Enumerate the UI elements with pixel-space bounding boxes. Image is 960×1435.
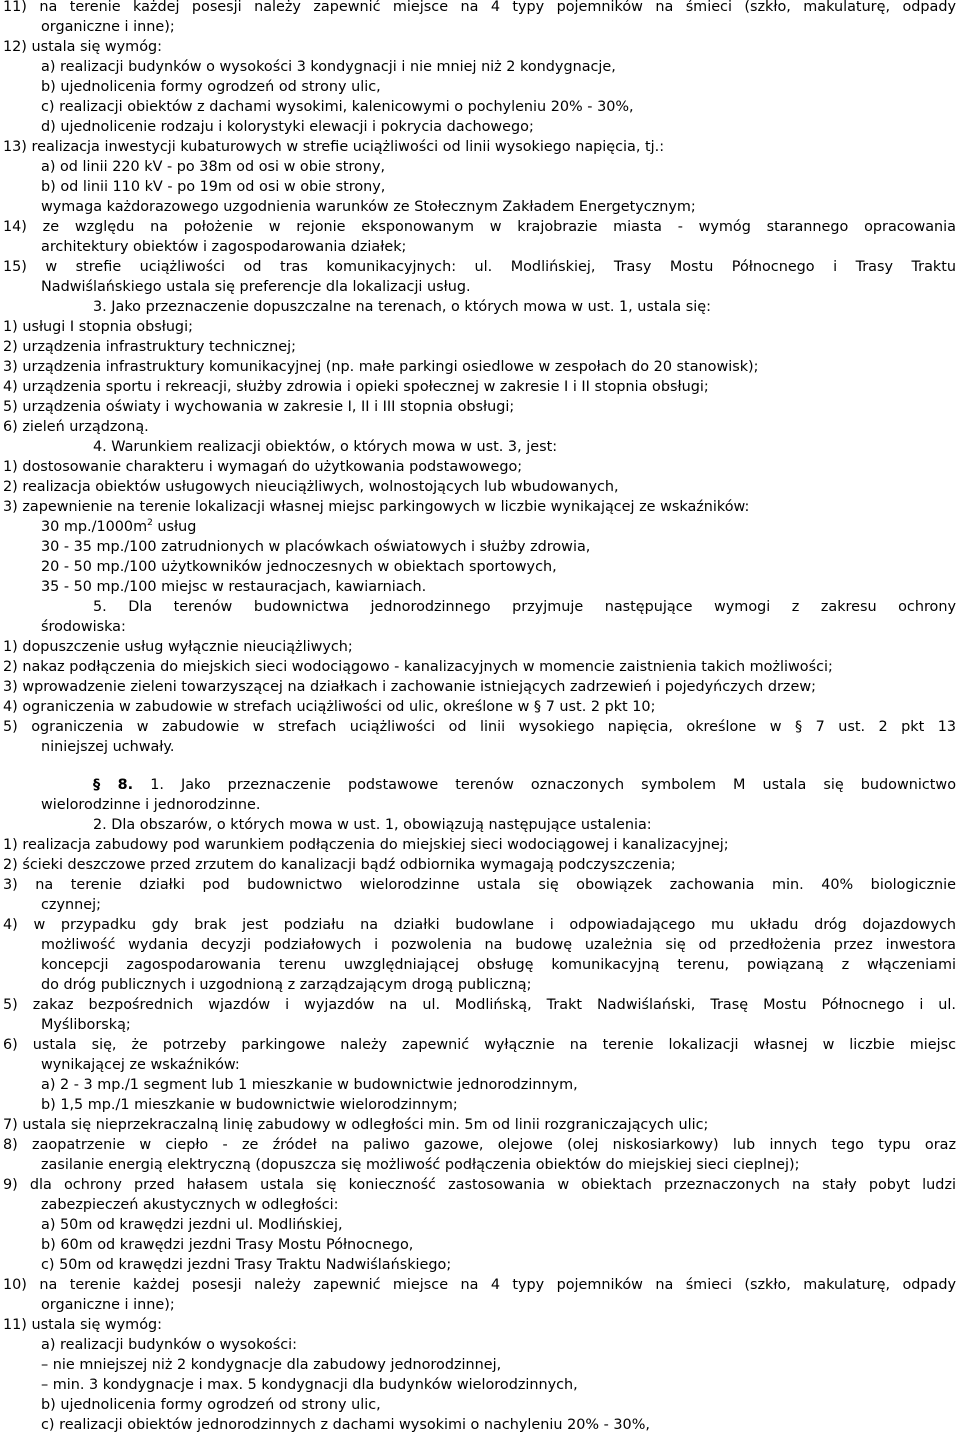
text-line [41, 1415, 956, 1435]
line-text: czynnej; [41, 897, 101, 913]
line-text: 1) dostosowanie charakteru i wymagań do użytkowania podstawowego; [3, 459, 523, 475]
text-line [41, 1355, 956, 1375]
text-line [3, 697, 956, 717]
text-line [41, 537, 956, 557]
text-line [3, 657, 956, 677]
paragraph-marker: § 8. [93, 777, 134, 793]
text-line [41, 1395, 956, 1415]
line-text-continued: usług [152, 519, 197, 535]
text-line [41, 1335, 956, 1355]
text-line [3, 875, 956, 895]
line-text: b) 60m od krawędzi jezdni Trasy Mostu Północnego, [41, 1237, 414, 1253]
text-line [3, 1175, 956, 1195]
line-text: organiczne i inne); [41, 19, 175, 35]
line-text: Myśliborską; [41, 1017, 131, 1033]
text-line [3, 37, 956, 57]
text-line [3, 417, 956, 437]
text-line [3, 1135, 956, 1155]
line-text: 3) wprowadzenie zieleni towarzyszącej na działkach i zachowanie istniejących zadrzewień i pojedyńczych drzew; [3, 679, 816, 695]
text-line [3, 217, 956, 237]
text-line [93, 775, 956, 795]
text-line [3, 377, 956, 397]
text-line [41, 57, 956, 77]
line-text: 4) w przypadku gdy brak jest podziału na działki budowlane i odpowiadającego mu układu dróg dojazdowych [3, 917, 956, 933]
line-text: 2) ścieki deszczowe przed zrzutem do kanalizacji bądź odbiornika wymagają podczyszczenia; [3, 857, 676, 873]
text-line [93, 815, 956, 835]
line-text: 15) w strefie uciążliwości od tras komunikacyjnych: ul. Modlińskiej, Trasy Mostu Północnego i Trasy Traktu [3, 259, 956, 275]
line-text: 8) zaopatrzenie w ciepło - ze źródeł na paliwo gazowe, olejowe (olej niskosiarkowy) lub innych tego typu oraz [3, 1137, 956, 1153]
line-text: a) 50m od krawędzi jezdni ul. Modlińskiej, [41, 1217, 343, 1233]
text-line [41, 1075, 956, 1095]
line-text: a) realizacji budynków o wysokości: [41, 1337, 297, 1353]
line-text: wynikającej ze wskaźników: [41, 1057, 240, 1073]
line-text: b) ujednolicenia formy ogrodzeń od strony ulic, [41, 79, 381, 95]
line-text: 5. Dla terenów budownictwa jednorodzinnego przyjmuje następujące wymogi z zakresu ochrony [93, 599, 956, 615]
text-line [41, 77, 956, 97]
text-line [41, 1215, 956, 1235]
line-text: 12) ustala się wymóg: [3, 39, 162, 55]
line-text: a) realizacji budynków o wysokości 3 kondygnacji i nie mniej niż 2 kondygnacje, [41, 59, 616, 75]
text-line [3, 397, 956, 417]
text-line [3, 995, 956, 1015]
line-text: 2) urządzenia infrastruktury technicznej; [3, 339, 296, 355]
text-line [3, 1035, 956, 1055]
line-text: 7) ustala się nieprzekraczalną linię zabudowy w odległości min. 5m od linii rozgraniczających ulic; [3, 1117, 709, 1133]
line-text: możliwość wydania decyzji podziałowych i pozwolenia na budowę uzależnia się od przedłożenia przez inwestora [41, 937, 956, 953]
text-line [41, 955, 956, 975]
text-line [41, 197, 956, 217]
line-text: c) 50m od krawędzi jezdni Trasy Traktu Nadwiślańskiego; [41, 1257, 452, 1273]
text-line [41, 577, 956, 597]
line-text: 35 - 50 mp./100 miejsc w restauracjach, kawiarniach. [41, 579, 427, 595]
line-text: 6) ustala się, że potrzeby parkingowe należy zapewnić wyłącznie na terenie lokalizacji własnej w liczbie miejsc [3, 1037, 956, 1053]
text-line [41, 795, 956, 815]
line-text: zabezpieczeń akustycznych w odległości: [41, 1197, 339, 1213]
text-line [41, 1235, 956, 1255]
text-line [41, 557, 956, 577]
text-line [41, 97, 956, 117]
line-text: 1) dopuszczenie usług wyłącznie nieuciążliwych; [3, 639, 353, 655]
text-line [3, 337, 956, 357]
line-text: 20 - 50 mp./100 użytkowników jednoczesnych w obiektach sportowych, [41, 559, 557, 575]
line-text: c) realizacji obiektów jednorodzinnych z dachami wysokimi o nachyleniu 20% - 30%, [41, 1417, 650, 1433]
line-text: 11) ustala się wymóg: [3, 1317, 162, 1333]
line-text: 5) ograniczenia w zabudowie w strefach uciążliwości od linii wysokiego napięcia, określone w § 7 ust. 2 pkt 13 [3, 719, 956, 735]
text-line [3, 1115, 956, 1135]
text-line [41, 277, 956, 297]
text-line [3, 1275, 956, 1295]
line-text: 10) na terenie każdej posesji należy zapewnić miejsce na 4 typy pojemników na śmieci (szkło, makulaturę, odpady [3, 1277, 956, 1293]
line-text: 9) dla ochrony przed hałasem ustala się konieczność zastosowania w obiektach przeznaczonych na stały pobyt ludzi [3, 1177, 956, 1193]
text-line [3, 855, 956, 875]
text-line [41, 1295, 956, 1315]
line-text: 4) urządzenia sportu i rekreacji, służby zdrowia i opieki społecznej w zakresie I i II stopnia obsługi; [3, 379, 709, 395]
text-line [3, 835, 956, 855]
text-line [41, 1015, 956, 1035]
line-text: zasilanie energią elektryczną (dopuszcza się możliwość podłączenia obiektów do miejskiej sieci cieplnej); [41, 1157, 800, 1173]
line-text: 30 mp./1000m [41, 519, 148, 535]
text-line [41, 975, 956, 995]
text-line [41, 1155, 956, 1175]
line-text: środowiska: [41, 619, 126, 635]
text-line [41, 1195, 956, 1215]
line-text: 2) realizacja obiektów usługowych nieuciążliwych, wolnostojących lub wbudowanych, [3, 479, 619, 495]
text-line [41, 617, 956, 637]
text-line [41, 157, 956, 177]
text-line [41, 1055, 956, 1075]
text-line [3, 677, 956, 697]
line-text: c) realizacji obiektów z dachami wysokimi, kalenicowymi o pochyleniu 20% - 30%, [41, 99, 634, 115]
superscript: 2 [147, 518, 153, 529]
line-text: 11) na terenie każdej posesji należy zapewnić miejsce na 4 typy pojemników na śmieci (szkło, makulaturę, odpady [3, 0, 956, 15]
line-text: 1) realizacja zabudowy pod warunkiem podłączenia do miejskiej sieci wodociągowej i kanalizacyjnej; [3, 837, 729, 853]
text-line [93, 297, 956, 317]
text-line [3, 497, 956, 517]
line-text: a) od linii 220 kV - po 38m od osi w obie strony, [41, 159, 386, 175]
line-text: a) 2 - 3 mp./1 segment lub 1 mieszkanie w budownictwie jednorodzinnym, [41, 1077, 578, 1093]
line-text: koncepcji zagospodarowania terenu uwzględniającej obsługę komunikacyjną terenu, powiązaną z włączeniami [41, 957, 956, 973]
line-text: niniejszej uchwały. [41, 739, 175, 755]
text-line [3, 717, 956, 737]
line-text: 3. Jako przeznaczenie dopuszczalne na terenach, o których mowa w ust. 1, ustala się: [93, 299, 711, 315]
text-line [3, 457, 956, 477]
text-line [41, 737, 956, 757]
line-text: Nadwiślańskiego ustala się preferencje dla lokalizacji usług. [41, 279, 471, 295]
text-line [3, 915, 956, 935]
line-text: 3) zapewnienie na terenie lokalizacji własnej miejsc parkingowych w liczbie wynikającej ze wskaźników: [3, 499, 750, 515]
line-text: 5) urządzenia oświaty i wychowania w zakresie I, II i III stopnia obsługi; [3, 399, 515, 415]
text-line [3, 637, 956, 657]
line-text: 1. Jako przeznaczenie podstawowe terenów oznaczonych symbolem M ustala się budownictwo [133, 777, 956, 793]
line-text: 4) ograniczenia w zabudowie w strefach uciążliwości od ulic, określone w § 7 ust. 2 pkt 10; [3, 699, 656, 715]
line-text: b) ujednolicenia formy ogrodzeń od strony ulic, [41, 1397, 381, 1413]
line-text: organiczne i inne); [41, 1297, 175, 1313]
line-text: 4. Warunkiem realizacji obiektów, o których mowa w ust. 3, jest: [93, 439, 558, 455]
line-text: 30 - 35 mp./100 zatrudnionych w placówkach oświatowych i służby zdrowia, [41, 539, 591, 555]
text-line [3, 137, 956, 157]
text-line [41, 117, 956, 137]
text-line [41, 935, 956, 955]
line-text: 5) zakaz bezpośrednich wjazdów i wyjazdów na ul. Modlińską, Trakt Nadwiślański, Trasę Mostu Północnego i ul. [3, 997, 956, 1013]
line-text: – min. 3 kondygnacje i max. 5 kondygnacji dla budynków wielorodzinnych, [41, 1377, 578, 1393]
line-text: 13) realizacja inwestycji kubaturowych w strefie uciążliwości od linii wysokiego napięcia, tj.: [3, 139, 665, 155]
line-text: b) od linii 110 kV - po 19m od osi w obie strony, [41, 179, 386, 195]
text-line [3, 477, 956, 497]
text-line [93, 597, 956, 617]
line-text: – nie mniejszej niż 2 kondygnacje dla zabudowy jednorodzinnej, [41, 1357, 502, 1373]
text-line [3, 317, 956, 337]
text-line [41, 517, 956, 537]
text-line [41, 17, 956, 37]
line-text: wielorodzinne i jednorodzinne. [41, 797, 261, 813]
line-text: wymaga każdorazowego uzgodnienia warunków ze Stołecznym Zakładem Energetycznym; [41, 199, 696, 215]
text-line [93, 437, 956, 457]
line-text: 1) usługi I stopnia obsługi; [3, 319, 193, 335]
text-line [41, 237, 956, 257]
text-line [41, 1375, 956, 1395]
text-line [41, 895, 956, 915]
line-text: 6) zieleń urządzoną. [3, 419, 149, 435]
line-text: 2) nakaz podłączenia do miejskich sieci wodociągowo - kanalizacyjnych w momencie zaistnienia takich możliwości; [3, 659, 833, 675]
text-line [41, 1095, 956, 1115]
line-text: d) ujednolicenie rodzaju i kolorystyki elewacji i pokrycia dachowego; [41, 119, 534, 135]
line-text: b) 1,5 mp./1 mieszkanie w budownictwie wielorodzinnym; [41, 1097, 458, 1113]
text-line [3, 1315, 956, 1335]
text-line [3, 0, 956, 17]
line-text: 2. Dla obszarów, o których mowa w ust. 1, obowiązują następujące ustalenia: [93, 817, 652, 833]
text-line [3, 257, 956, 277]
line-text: architektury obiektów i zagospodarowania działek; [41, 239, 407, 255]
text-line [41, 1255, 956, 1275]
line-text: 14) ze względu na położenie w rejonie eksponowanym w krajobrazie miasta - wymóg starannego opracowania [3, 219, 956, 235]
text-line [3, 357, 956, 377]
line-text: 3) na terenie działki pod budownictwo wielorodzinne ustala się obowiązek zachowania min. 40% biologicznie [3, 877, 956, 893]
line-text: 3) urządzenia infrastruktury komunikacyjnej (np. małe parkingi osiedlowe w zespołach do 20 stanowisk); [3, 359, 759, 375]
line-text: do dróg publicznych i uzgodnioną z zarządzającym drogą publiczną; [41, 977, 532, 993]
text-line [41, 177, 956, 197]
